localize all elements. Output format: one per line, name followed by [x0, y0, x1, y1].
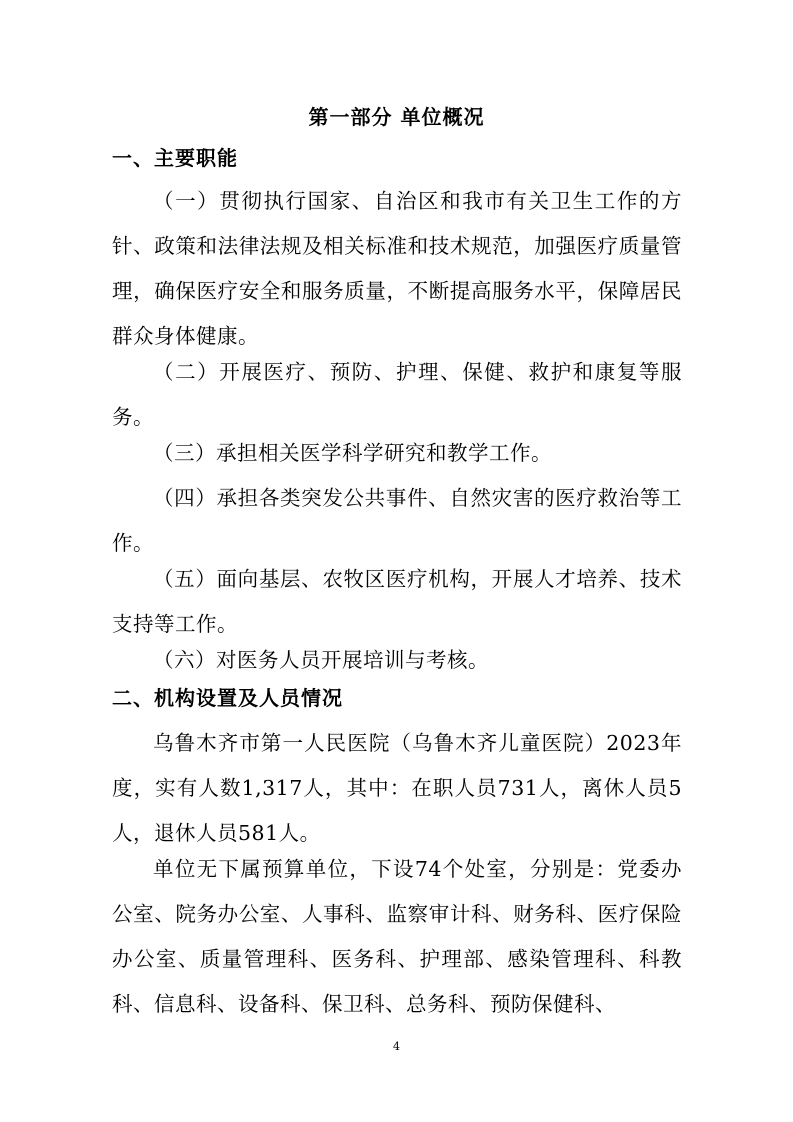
- document-title: 第一部分 单位概况: [308, 105, 485, 129]
- paragraph-function-6: （六）对医务人员开展培训与考核。: [153, 648, 489, 672]
- paragraph-function-2: （二）开展医疗、预防、护理、保健、救护和康复等服务。: [112, 360, 682, 429]
- page-number: 4: [393, 1040, 400, 1053]
- section-heading-main-functions: 一、主要职能: [112, 146, 238, 170]
- section-heading-organization-staff: 二、机构设置及人员情况: [112, 686, 343, 710]
- paragraph-function-5: （五）面向基层、农牧区医疗机构，开展人才培养、技术支持等工作。: [112, 567, 682, 636]
- paragraph-departments: 单位无下属预算单位，下设74个处室，分别是：党委办公室、院务办公室、人事科、监察审计科、财务科、医疗保险办公室、质量管理科、医务科、护理部、感染管理科、科教科、信息科、设备科、保卫科、总务科、预防保健科、: [112, 857, 682, 1016]
- paragraph-function-4: （四）承担各类突发公共事件、自然灾害的医疗救治等工作。: [112, 486, 682, 555]
- paragraph-staff-count: 乌鲁木齐市第一人民医院（乌鲁木齐儿童医院）2023年度，实有人数1,317人，其中：在职人员731人，离休人员5人，退休人员581人。: [112, 731, 682, 845]
- paragraph-function-1: （一）贯彻执行国家、自治区和我市有关卫生工作的方针、政策和法律法规及相关标准和技术规范，加强医疗质量管理，确保医疗安全和服务质量，不断提高服务水平，保障居民群众身体健康。: [112, 189, 682, 348]
- paragraph-function-3: （三）承担相关医学科学研究和教学工作。: [153, 441, 552, 465]
